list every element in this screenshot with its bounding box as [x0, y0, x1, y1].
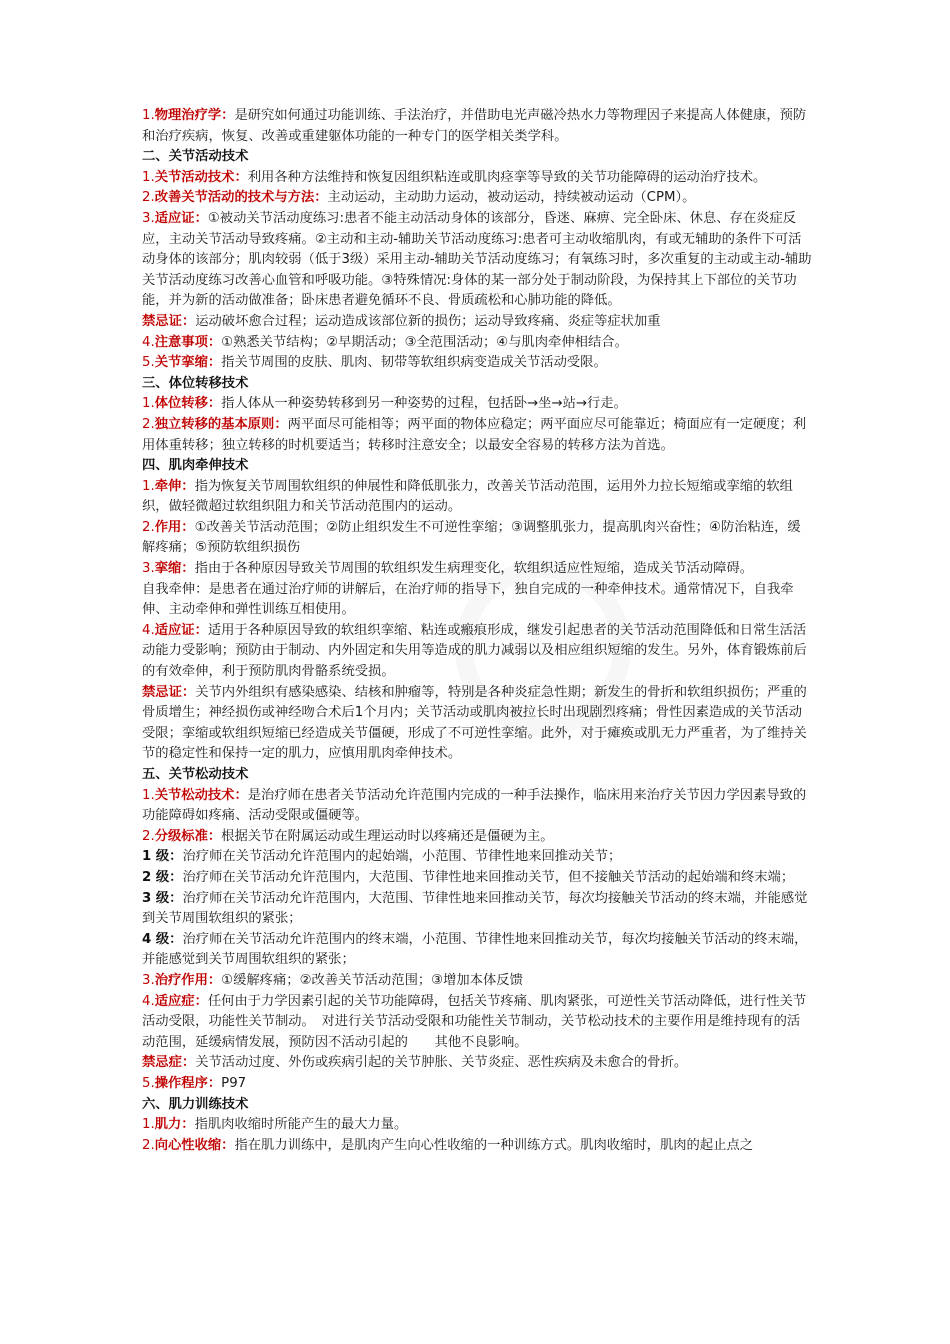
term-label: 禁忌症：	[142, 1055, 196, 1071]
item-number: 4.	[142, 993, 155, 1009]
item-number: 2.	[142, 519, 155, 535]
section-heading	[142, 147, 812, 168]
definition-text: ①被动关节活动度练习:患者不能主动活动身体的该部分，昏迷、麻痹、完全卧床、休息、存在炎症反应，主动关节活动导致疼痛。②主动和主动-辅助关节活动度练习:患者可主动收缩肌肉，有或无辅助的条件下可活动身体的该部分；肌肉较弱（低于3级）采用主动-辅助关节活动度练习；有氧练习时，多次重复的主动或主动-辅助关节活动度练习改善心血管和呼吸功能。③特殊情况:身体的某一部分处于制动阶段，为保持其上下部位的关节功能，并为新的活动做准备；卧床患者避免循环不良、骨质疏松和心肺功能的降低。	[142, 210, 812, 309]
definition-item	[142, 621, 812, 683]
term-label: 牵伸：	[154, 478, 195, 494]
definition-text: 指在肌力训练中，是肌肉产生向心性收缩的一种训练方式。肌肉收缩时，肌肉的起止点之	[234, 1137, 754, 1153]
term-label: 物理治疗学：	[154, 108, 235, 123]
definition-text: 指由于各种原因导致关节周围的软组织发生病理变化，软组织适应性短缩，造成关节活动障碍。	[194, 561, 754, 577]
definition-item	[142, 312, 812, 333]
term-label: 适应症：	[154, 993, 208, 1009]
definition-text: 是治疗师在患者关节活动允许范围内完成的一种手法操作，临床用来治疗关节因力学因素导致的功能障碍如疼痛、活动受限或僵硬等。	[142, 787, 807, 824]
term-label: 作用：	[154, 519, 195, 535]
definition-text: 根据关节在附属运动或生理运动时以疼痛还是僵硬为主。	[221, 828, 554, 844]
definition-text: 自我牵伸：是患者在通过治疗师的讲解后，在治疗师的指导下，独自完成的一种牵伸技术。通常情况下，自我牵伸、主动牵伸和弹性训练互相使用。	[142, 581, 794, 618]
item-number: 2.	[142, 1137, 155, 1153]
grade-text: 治疗师在关节活动允许范围内，大范围、节律性地来回推动关节，但不接触关节活动的起始端和终末端；	[182, 869, 795, 885]
term-label: 适应证：	[154, 622, 208, 638]
definition-item	[142, 1074, 812, 1095]
item-number: 3.	[142, 561, 155, 577]
definition-item	[142, 168, 812, 189]
definition-text: 利用各种方法维持和恢复因组织粘连或肌肉痉挛等导致的关节功能障碍的运动治疗技术。	[247, 169, 767, 185]
term-label: 禁忌证：	[142, 684, 196, 700]
section-heading-text: 六、肌力训练技术	[142, 1096, 249, 1112]
grade-item	[142, 847, 812, 868]
definition-text: 适用于各种原因导致的软组织挛缩、粘连或瘢痕形成，继发引起患者的关节活动范围降低和日常生活活动能力受影响；预防由于制动、内外固定和失用等造成的肌力减弱以及相应组织短缩的发生。另外，体育锻炼前后的有效牵伸，利于预防肌肉骨骼系统受损。	[142, 622, 807, 680]
definition-item	[142, 827, 812, 848]
item-number: 3.	[142, 972, 155, 988]
definition-text: 指为恢复关节周围软组织的伸展性和降低肌张力，改善关节活动范围，运用外力拉长短缩或挛缩的软组织，做轻微超过软组织阻力和关节活动范围内的运动。	[142, 478, 793, 515]
section-heading-text: 三、体位转移技术	[142, 375, 249, 391]
grade-text: 治疗师在关节活动允许范围内，大范围、节律性地来回推动关节，每次均接触关节活动的终末端，并能感觉到关节周围软组织的紧张；	[142, 890, 808, 927]
definition-text: 指肌肉收缩时所能产生的最大力量。	[194, 1117, 408, 1133]
item-number: 3.	[142, 210, 155, 226]
section-heading	[142, 1095, 812, 1116]
term-label: 禁忌证：	[142, 313, 196, 329]
definition-item	[142, 518, 812, 559]
definition-text: 运动破坏愈合过程；运动造成该部位新的损伤；运动导致疼痛、炎症等症状加重	[195, 313, 661, 329]
term-label: 体位转移：	[154, 396, 222, 412]
item-number: 1.	[142, 1117, 155, 1133]
item-number: 4.	[142, 622, 155, 638]
term-label: 改善关节活动的技术与方法：	[154, 190, 328, 206]
item-number: 1.	[142, 478, 155, 494]
item-number: 2.	[142, 416, 155, 432]
section-heading	[142, 765, 812, 786]
definition-item	[142, 559, 812, 580]
item-number: 1.	[142, 169, 155, 185]
grade-text: 治疗师在关节活动允许范围内的起始端，小范围、节律性地来回推动关节；	[182, 849, 622, 865]
term-label: 注意事项：	[154, 334, 222, 350]
term-label: 挛缩：	[154, 561, 195, 577]
term-label: 肌力：	[154, 1117, 195, 1133]
definition-text: 两平面尽可能相等；两平面的物体应稳定；两平面应尽可能靠近；椅面应有一定硬度；利用体重转移；独立转移的时机要适当；转移时注意安全；以最安全容易的转移方法为首选。	[142, 416, 807, 453]
definition-item	[142, 971, 812, 992]
section-heading-text: 二、关节活动技术	[142, 149, 249, 165]
definition-item	[142, 1053, 812, 1074]
item-number: 5.	[142, 355, 155, 371]
term-label: 关节活动技术：	[154, 169, 248, 185]
definition-item	[142, 333, 812, 354]
definition-item	[142, 394, 812, 415]
definition-item	[142, 415, 812, 456]
item-number: 2.	[142, 828, 155, 844]
definition-item	[142, 188, 812, 209]
grade-item	[142, 930, 812, 971]
item-number: 1.	[142, 396, 155, 412]
definition-text: P97	[221, 1075, 247, 1091]
definition-text: 关节内外组织有感染感染、结核和肿瘤等，特别是各种炎症急性期；新发生的骨折和软组织损伤；严重的骨质增生；神经损伤或神经吻合术后1个月内；关节活动或肌肉被拉长时出现剧烈疼痛；骨性因素造成的关节活动受限；挛缩或软组织短缩已经造成关节僵硬，形成了不可逆性挛缩。此外，对于瘫痪或肌无力严重者，为了维持关节的稳定性和保持一定的肌力，应慎用肌肉牵伸技术。	[142, 684, 807, 762]
definition-text: 主动运动，主动助力运动，被动运动，持续被动运动（CPM）。	[327, 190, 696, 206]
item-number: 5.	[142, 1075, 155, 1091]
definition-item	[142, 1115, 812, 1136]
section-heading	[142, 374, 812, 395]
grade-text: 治疗师在关节活动允许范围内的终末端，小范围、节律性地来回推动关节，每次均接触关节活动的终末端，并能感觉到关节周围软组织的紧张；	[142, 931, 808, 968]
definition-item	[142, 786, 812, 827]
definition-text: 指人体从一种姿势转移到另一种姿势的过程，包括卧→坐→站→行走。	[221, 396, 627, 412]
term-label: 分级标准：	[154, 828, 222, 844]
term-label: 治疗作用：	[154, 972, 222, 988]
definition-text: 指关节周围的皮肤、肌肉、韧带等软组织病变造成关节活动受限。	[221, 355, 607, 371]
item-number: 4.	[142, 334, 155, 350]
grade-label: 3 级：	[142, 890, 183, 906]
grade-label: 4 级：	[142, 931, 183, 947]
definition-text: 关节活动过度、外伤或疾病引起的关节肿胀、关节炎症、恶性疾病及未愈合的骨折。	[195, 1055, 688, 1071]
grade-item	[142, 889, 812, 930]
definition-item	[142, 683, 812, 765]
grade-item	[142, 868, 812, 889]
definition-text: 是研究如何通过功能训练、手法治疗，并借助电光声磁冷热水力等物理因子来提高人体健康，预防和治疗疾病，恢复、改善或重建躯体功能的一种专门的医学相关类学科。	[142, 108, 807, 144]
term-label: 独立转移的基本原则：	[154, 416, 288, 432]
definition-item	[142, 353, 812, 374]
definition-item	[142, 477, 812, 518]
definition-text: ①熟悉关节结构；②早期活动；③全范围活动；④与肌肉牵伸相结合。	[221, 334, 628, 350]
term-label: 向心性收缩：	[154, 1137, 235, 1153]
item-number: 2.	[142, 190, 155, 206]
definition-text: 任何由于力学因素引起的关节功能障碍，包括关节疼痛、肌肉紧张，可逆性关节活动降低，进行性关节活动受限，功能性关节制动。 对进行关节活动受限和功能性关节制动，关节松动技术的主要作用是维持现有的活动范围，延缓病情发展，预防因不活动引起的 其他不良影响。	[142, 993, 807, 1050]
term-label: 适应证：	[154, 210, 208, 226]
definition-text: ①改善关节活动范围；②防止组织发生不可逆性挛缩；③调整肌张力，提高肌肉兴奋性；④防治粘连，缓解疼痛；⑤预防软组织损伤	[142, 519, 801, 556]
definition-item	[142, 1136, 812, 1157]
term-label: 关节松动技术：	[154, 787, 248, 803]
section-heading-text: 五、关节松动技术	[142, 767, 249, 782]
section-heading	[142, 456, 812, 477]
item-number: 1.	[142, 108, 155, 123]
grade-label: 2 级：	[142, 869, 183, 885]
document-body	[142, 106, 812, 1156]
definition-item	[142, 106, 812, 147]
definition-item	[142, 209, 812, 312]
definition-item	[142, 580, 812, 621]
item-number: 1.	[142, 787, 155, 803]
definition-item	[142, 992, 812, 1054]
term-label: 关节挛缩：	[154, 355, 222, 371]
term-label: 操作程序：	[154, 1075, 222, 1091]
grade-label: 1 级：	[142, 849, 183, 865]
definition-text: ①缓解疼痛；②改善关节活动范围；③增加本体反馈	[221, 972, 523, 988]
section-heading-text: 四、肌肉牵伸技术	[142, 458, 249, 474]
